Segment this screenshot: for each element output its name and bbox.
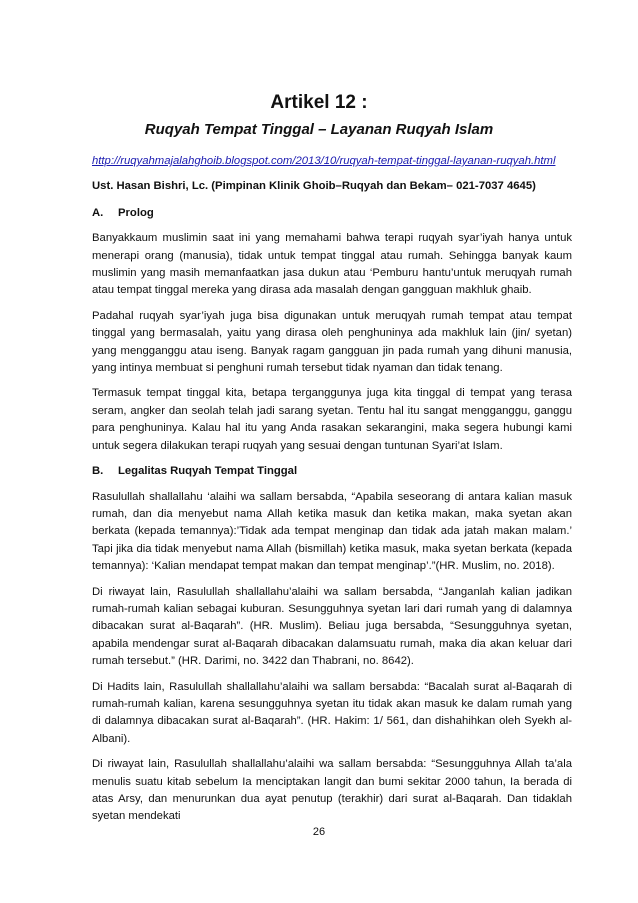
paragraph: Banyakkaum muslimin saat ini yang memahami bahwa terapi ruqyah syar’iyah hanya untuk menerapi orang (manusia), tidak untuk tempat tinggal atau rumah. Sehingga banyak kaum muslimin yang masih memanfaatkan jasa dukun atau ‘Pemburu hantu’untuk meruqyah rumah atau tempat tinggal mereka yang dirasa ada masalah dengan gangguan makhluk ghaib. [92,232,572,297]
paragraph: Di Hadits lain, Rasulullah shallallahu’alaihi wa sallam bersabda: “Bacalah surat al-Baqarah di rumah-rumah kalian, karena sesungguhnya syetan itu tidak akan masuk ke dalam rumah yang di dalamnya dibacakan surat al-Baqarah”. (HR. Hakim: 1/ 561, dan dishahihkan oleh Syekh al-Albani). [92,680,572,745]
article-title: Artikel 12 : [270,92,368,113]
section-a-number: A. [92,206,104,219]
paragraph: Padahal ruqyah syar’iyah juga bisa digunakan untuk meruqyah rumah tempat atau tempat tinggal yang bermasalah, yaitu yang dirasa oleh penghuninya ada makhluk lain (jin/ syetan) yang mengganggu atau iseng. Banyak ragam gangguan jin pada rumah yang dihuni manusia, yang intinya membuat si penghuni rumah tersebut tidak nyaman dan tidak tenang. [92,309,572,375]
paragraph: Di riwayat lain, Rasulullah shallallahu’alaihi wa sallam bersabda, “Janganlah kalian jadikan rumah-rumah kalian sebagai kuburan. Sesungguhnya syetan lari dari rumah yang di dalamnya dibacakan surat al-Baqarah”. (HR. Muslim). Beliau juga bersabda, “Sesungguhnya syetan, apabila mendengar surat al-Baqarah dibacakan dalamsuatu rumah, maka dia akan keluar dari rumah tersebut.” (HR. Darimi, no. 3422 dan Thabrani, no. 8642). [92,585,572,668]
article-body [92,153,572,834]
page-number: 26 [312,826,326,838]
section-b-number: B. [92,465,104,478]
section-a-title: Prolog [118,206,154,219]
section-a-heading [92,205,572,222]
paragraph: Termasuk tempat tinggal kita, betapa terganggunya juga kita tinggal di tempat yang terasa seram, angker dan seolah telah jadi sarang syetan. Tentu hal itu sangat mengganggu, ganggu para penghuninya. Kalau hal itu yang Anda rasakan sekarangini, maka segera hubungi kami untuk segera dilakukan terapi ruqyah yang sesuai dengan tuntunan Syari’at Islam. [92,387,572,452]
article-subtitle: Ruqyah Tempat Tinggal – Layanan Ruqyah Islam [144,121,494,138]
paragraph: Rasulullah shallallahu ‘alaihi wa sallam bersabda, “Apabila seseorang di antara kalian masuk rumah, dan dia menyebut nama Allah ketika masuk dan ketika makan, maka syetan akan berkata (kepada temannya):’Tidak ada tempat menginap dan tidak ada jatah makan malam.’ Tapi jika dia tidak menyebut nama Allah (bismillah) ketika masuk, maka syetan berkata (kepada temannya): ‘Kalian mendapat tempat makan dan tempat menginap’.”(HR. Muslim, no. 2018). [92,490,572,573]
section-b-heading [92,463,572,480]
source-link[interactable]: http://ruqyahmajalahghoib.blogspot.com/2013/10/ruqyah-tempat-tinggal-layanan-ruqyah.html [92,155,556,167]
section-b-title: Legalitas Ruqyah Tempat Tinggal [118,465,298,478]
paragraph: Di riwayat lain, Rasulullah shallallahu’alaihi wa sallam bersabda: “Sesungguhnya Allah ta’ala menulis suatu kitab sebelum Ia menciptakan langit dan bumi sekitar 2000 tahun, Ia berada di atas Arsy, dan menurunkan dua ayat penutup (terakhir) dari surat al-Baqarah. Dan tidaklah syetan mendekati [92,758,572,823]
author-line: Ust. Hasan Bishri, Lc. (Pimpinan Klinik Ghoib–Ruqyah dan Bekam– 021-7037 4645) [92,180,536,193]
